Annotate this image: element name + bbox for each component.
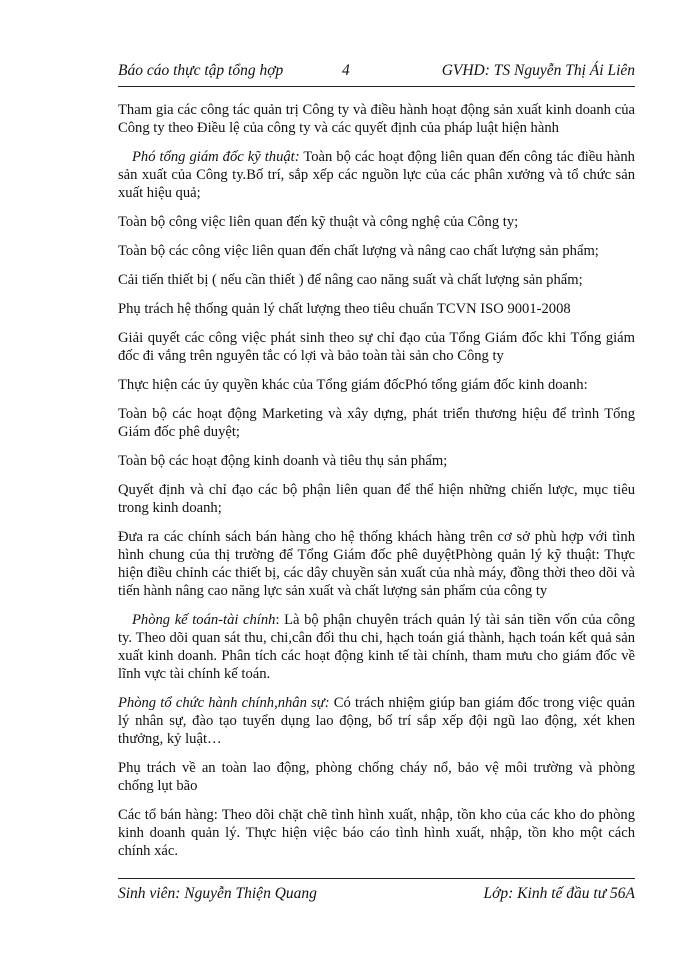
paragraph: Toàn bộ công việc liên quan đến kỹ thuật và công nghệ của Công ty; [118, 214, 519, 230]
paragraph: Đưa ra các chính sách bán hàng cho hệ thống khách hàng trên cơ sở phù hợp với tình hình chung của thị trường để Tổng Giám đốc phê duyệtPhòng quản lý kỹ thuật: Thực hiện điều chỉnh các thiết bị, các dây chuyền sản xuất của nhà máy, đồng thời theo dõi và tiến hành nâng cao năng lực sản xuất và chất lượng sản phẩm của công ty [118, 529, 635, 599]
footer-class: Lớp: Kinh tế đầu tư 56A [483, 885, 635, 902]
page-header [118, 62, 635, 84]
footer-student: Sinh viên: Nguyễn Thiện Quang [118, 885, 317, 902]
paragraph-lead: Phó tổng giám đốc kỹ thuật: [132, 149, 300, 165]
paragraph: Quyết định và chỉ đạo các bộ phận liên quan để thể hiện những chiến lược, mục tiêu trong kinh doanh; [118, 482, 635, 516]
paragraph: Phòng tổ chức hành chính,nhân sự: Có trách nhiệm giúp ban giám đốc trong việc quản lý nhân sự, đào tạo tuyển dụng lao động, bố trí sắp xếp đội ngũ lao động, xét khen thưởng, kỷ luật… [118, 695, 635, 747]
header-report-title: Báo cáo thực tập tổng hợp [118, 62, 284, 79]
footer-rule [118, 878, 635, 879]
paragraph: Thực hiện các ủy quyền khác của Tổng giám đốcPhó tổng giám đốc kinh doanh: [118, 377, 588, 393]
page-footer [118, 885, 635, 907]
paragraph: Toàn bộ các hoạt động kinh doanh và tiêu thụ sản phẩm; [118, 453, 448, 469]
paragraph: Toàn bộ các công việc liên quan đến chất lượng và nâng cao chất lượng sản phẩm; [118, 243, 599, 259]
paragraph-lead: Phòng tổ chức hành chính,nhân sự: [118, 695, 330, 711]
paragraph: Phó tổng giám đốc kỹ thuật: Toàn bộ các hoạt động liên quan đến công tác điều hành sản xuất của Công ty.Bố trí, sắp xếp các nguồn lực của các phân xưởng và tổ chức sản xuất hiệu quả; [118, 149, 635, 201]
paragraph: Cải tiến thiết bị ( nếu cần thiết ) để nâng cao năng suất và chất lượng sản phẩm; [118, 272, 583, 288]
header-supervisor: GVHD: TS Nguyễn Thị Ái Liên [441, 62, 635, 79]
header-rule [118, 86, 635, 87]
paragraph: Toàn bộ các hoạt động Marketing và xây dựng, phát triển thương hiệu để trình Tổng Giám đốc phê duyệt; [118, 406, 635, 440]
header-page-number: 4 [342, 62, 350, 79]
paragraph: Các tổ bán hàng: Theo dõi chặt chẽ tình hình xuất, nhập, tồn kho của các kho do phòng kinh doanh quản lý. Thực hiện việc báo cáo tình hình xuất, nhập, tồn kho một cách chính xác. [118, 807, 635, 859]
paragraph: Tham gia các công tác quản trị Công ty và điều hành hoạt động sản xuất kinh doanh của Công ty theo Điều lệ của công ty và các quyết định của pháp luật hiện hành [118, 102, 635, 136]
paragraph: Phụ trách hệ thống quản lý chất lượng theo tiêu chuẩn TCVN ISO 9001-2008 [118, 301, 571, 317]
paragraph-lead: Phòng kế toán-tài chính [132, 612, 276, 628]
paragraph: Giải quyết các công việc phát sinh theo sự chỉ đạo của Tổng Giám đốc khi Tổng giám đốc đi vắng trên nguyên tắc có lợi và bảo toàn tài sản cho Công ty [118, 330, 635, 364]
paragraph: Phụ trách về an toàn lao động, phòng chống cháy nổ, bảo vệ môi trường và phòng chống lụt bão [118, 760, 635, 794]
document-body [118, 101, 635, 871]
paragraph: Phòng kế toán-tài chính: Là bộ phận chuyên trách quản lý tài sản tiền vốn của công ty. Theo dõi quan sát thu, chi,cân đối thu chi, hạch toán giá thành, hạch toán kết quả sản xuất kinh doanh. Phân tích các hoạt động kinh tế tài chính, tham mưu cho giám đốc về lĩnh vực tài chính kế toán. [118, 612, 635, 682]
